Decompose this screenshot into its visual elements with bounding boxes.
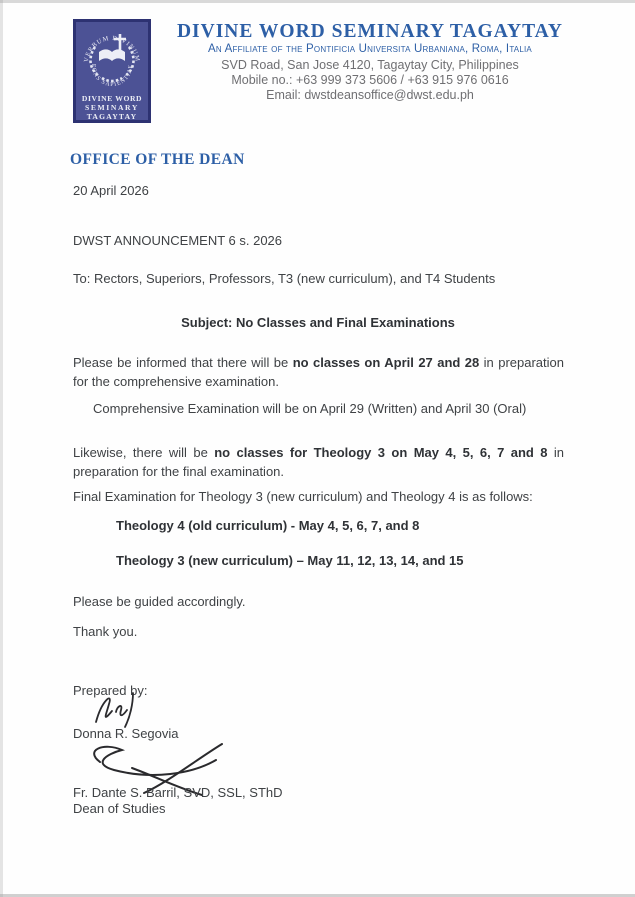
thanks-line: Thank you.	[73, 624, 138, 639]
affiliation-line: An Affiliate of the Pontificia Universita Urbaniana, Roma, Italia	[208, 43, 532, 55]
approver-name: Fr. Dante S. Barril, SVD, SSL, SThD	[73, 785, 283, 800]
recipients-line: To: Rectors, Superiors, Professors, T3 (new curriculum), and T4 Students	[73, 271, 496, 286]
paragraph-text: in preparation for the final examination.	[73, 445, 565, 479]
guided-line: Please be guided accordingly.	[73, 594, 246, 609]
seal-icon	[73, 19, 151, 123]
paragraph-text: Please be informed that there will be	[73, 355, 293, 370]
paragraph-no-classes-may	[73, 444, 564, 481]
subject-line: Subject: No Classes and Final Examinations	[181, 315, 455, 330]
seal-bottom-arc-text: FONS SAPIENTIAE	[89, 63, 135, 89]
final-exam-intro-line: Final Examination for Theology 3 (new curriculum) and Theology 4 is as follows:	[73, 489, 533, 504]
seminary-seal-logo	[73, 19, 151, 123]
schedule-theology4: Theology 4 (old curriculum) - May 4, 5, 6, 7, and 8	[116, 518, 420, 533]
bold-no-classes-may: no classes for Theology 3 on May 4, 5, 6, 7 and 8	[214, 445, 548, 460]
organization-name: DIVINE WORD SEMINARY TAGAYTAY	[176, 21, 564, 42]
prepared-by-label: Prepared by:	[73, 683, 148, 698]
address-line: SVD Road, San Jose 4120, Tagaytay City, Philippines	[221, 58, 519, 72]
signature-icon	[88, 690, 148, 730]
seal-caption-line2: SEMINARY	[85, 103, 139, 112]
mobile-line: Mobile no.: +63 999 373 5606 / +63 915 976 0616	[231, 72, 509, 87]
office-heading: OFFICE OF THE DEAN	[70, 151, 245, 168]
announcement-number: DWST ANNOUNCEMENT 6 s. 2026	[73, 233, 283, 248]
seal-caption-line1: DIVINE WORD	[81, 94, 143, 103]
approver-title: Dean of Studies	[73, 801, 166, 816]
seal-caption-line3: TAGAYTAY	[86, 112, 138, 121]
bold-no-classes-april: no classes on April 27 and 28	[292, 355, 480, 370]
paragraph-text: Likewise, there will be	[73, 445, 215, 460]
paragraph-no-classes-april	[73, 354, 564, 391]
preparer-name: Donna R. Segovia	[73, 726, 179, 741]
comprehensive-exam-line: Comprehensive Examination will be on April 29 (Written) and April 30 (Oral)	[93, 401, 527, 416]
letterhead	[158, 21, 582, 102]
seal-top-arc-text: VERBUM DIVINUM	[82, 34, 142, 63]
schedule-theology3: Theology 3 (new curriculum) – May 11, 12, 13, 14, and 15	[116, 553, 464, 568]
letter-date: 20 April 2026	[73, 183, 149, 198]
email-line: Email: dwstdeansoffice@dwst.edu.ph	[266, 87, 474, 102]
paragraph-text: in preparation for the comprehensive examination.	[73, 355, 564, 389]
